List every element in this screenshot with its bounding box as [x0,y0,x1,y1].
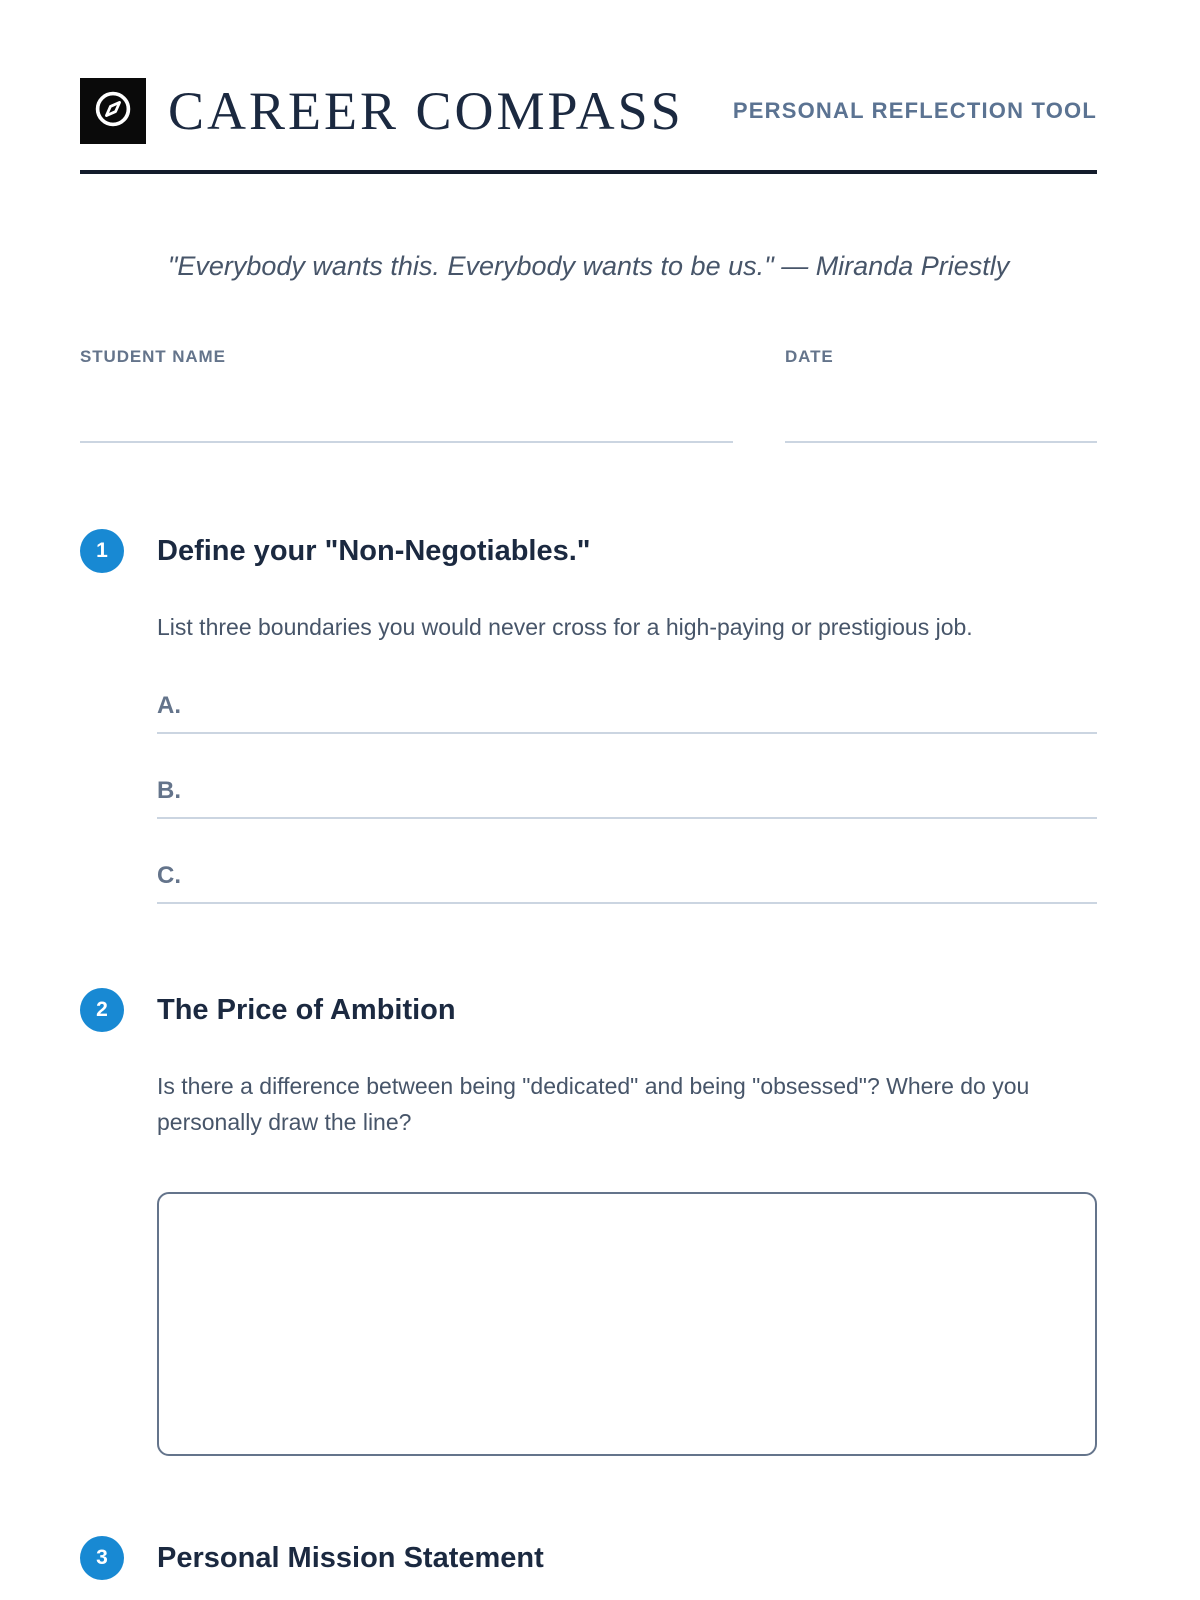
section-2-header [80,988,1097,1032]
section-1-title: Define your "Non-Negotiables." [157,535,591,567]
student-name-label: STUDENT NAME [80,347,226,366]
section-3-title: Personal Mission Statement [157,1542,544,1574]
blank-b-input[interactable] [195,778,1097,804]
section-non-negotiables [80,529,1097,904]
date-field [785,347,1097,443]
blank-line-c [157,863,1097,904]
section-1-blanks [157,693,1097,904]
section-1-number-badge: 1 [80,529,124,573]
document-subtitle: PERSONAL REFLECTION TOOL [732,98,1097,123]
blank-a-label: A. [157,692,181,719]
header-divider [80,170,1097,174]
identity-fields [80,347,1097,443]
section-price-of-ambition [80,988,1097,1456]
epigraph-quote: "Everybody wants this. Everybody wants to be us." — Miranda Priestly [167,251,1010,281]
section-2-number-badge: 2 [80,988,124,1032]
compass-icon [91,87,135,136]
date-input[interactable] [785,367,1097,443]
section-3-header [80,1536,1097,1580]
header [80,78,1097,144]
blank-a-input[interactable] [195,693,1097,719]
section-2-description: Is there a difference between being "dedicated" and being "obsessed"? Where do you personally draw the line? [157,1073,1030,1135]
blank-c-input[interactable] [195,863,1097,889]
student-name-field [80,347,733,443]
logo [80,78,146,144]
section-1-description: List three boundaries you would never cross for a high-paying or prestigious job. [157,614,973,640]
section-3-number-badge: 3 [80,1536,124,1580]
blank-line-b [157,778,1097,819]
blank-c-label: C. [157,862,181,889]
blank-b-label: B. [157,777,181,804]
section-1-header [80,529,1097,573]
blank-line-a [157,693,1097,734]
section-personal-mission [80,1536,1097,1580]
brand-title: CAREER COMPASS [168,81,684,141]
section-2-answer-textarea[interactable] [157,1192,1097,1456]
student-name-input[interactable] [80,367,733,443]
section-2-title: The Price of Ambition [157,994,456,1026]
date-label: DATE [785,347,834,366]
